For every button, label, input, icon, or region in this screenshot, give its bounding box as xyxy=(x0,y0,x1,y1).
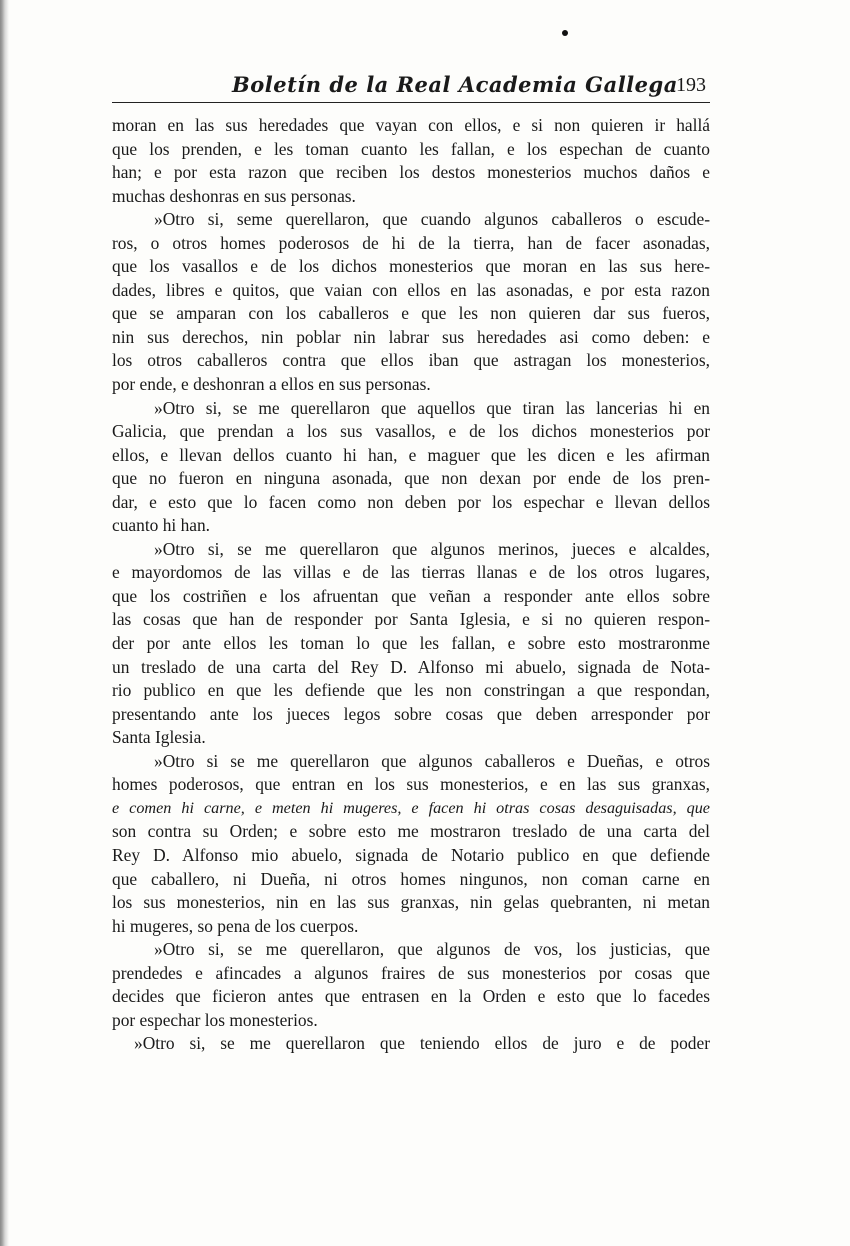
text-line: que los prenden, e les toman cuanto les fallan, e los espechan de cuanto xyxy=(112,138,710,159)
body-text xyxy=(112,114,710,1056)
text-line: Santa Iglesia. xyxy=(112,727,206,748)
text-line: dades, libres e quitos, que vaian con ellos en las asonadas, e por esta razon xyxy=(112,279,710,300)
text-line: han; e por esta razon que reciben los destos monesterios muchos daños e xyxy=(112,162,710,183)
journal-title: Boletín de la Real Academia Gallega xyxy=(232,72,678,97)
text-line: nin sus derechos, nin poblar nin labrar sus heredades asi como deben: e xyxy=(112,326,710,347)
text-line: Rey D. Alfonso mio abuelo, signada de Notario publico en que defiende xyxy=(112,844,710,865)
paragraph-start: »Otro si, se me querellaron que algunos merinos, jueces e alcaldes, xyxy=(154,538,710,559)
text-line: un treslado de una carta del Rey D. Alfonso mi abuelo, signada de Nota- xyxy=(112,656,710,677)
text-line: que no fueron en ninguna asonada, que non dexan por ende de los pren- xyxy=(112,468,710,489)
text-line: presentando ante los jueces legos sobre cosas que deben arresponder por xyxy=(112,703,710,724)
text-line: las cosas que han de responder por Santa Iglesia, e si no quieren respon- xyxy=(112,609,710,630)
text-line: son contra su Orden; e sobre esto me mostraron treslado de una carta del xyxy=(112,821,710,842)
text-line: hi mugeres, so pena de los cuerpos. xyxy=(112,915,359,936)
text-line-italic: e comen hi carne, e meten hi mugeres, e facen hi otras cosas desaguisadas, que xyxy=(112,798,710,817)
text-line: que los vasallos e de los dichos monesterios que moran en las sus here- xyxy=(112,256,710,277)
paragraph-start: »Otro si, se me querellaron, que algunos de vos, los justicias, que xyxy=(154,939,710,960)
text-line: homes poderosos, que entran en los sus monesterios, e en las sus granxas, xyxy=(112,774,710,795)
text-line: moran en las sus heredades que vayan con ellos, e si non quieren ir hallá xyxy=(112,115,710,135)
paragraph-start: »Otro si, se me querellaron que teniendo ellos de juro e de poder xyxy=(134,1033,710,1054)
text-line: que se amparan con los caballeros e que les non quieren dar sus fueros, xyxy=(112,303,710,324)
text-line: que caballero, ni Dueña, ni otros homes ningunos, non coman carne en xyxy=(112,868,710,889)
text-line: prendedes e afincades a algunos fraires de sus monesterios por cosas que xyxy=(112,962,710,983)
running-header xyxy=(112,70,710,104)
paragraph-start: »Otro si, se me querellaron que aquellos que tiran las lancerias hi en xyxy=(154,397,710,418)
paragraph-start: »Otro si, seme querellaron, que cuando algunos caballeros o escude- xyxy=(154,209,710,230)
text-line: Galicia, que prendan a los sus vasallos, e de los dichos monesterios por xyxy=(112,421,710,442)
ink-speck xyxy=(562,30,568,36)
paragraph-start: »Otro si se me querellaron que algunos caballeros e Dueñas, e otros xyxy=(154,750,710,771)
text-line: der por ante ellos les toman lo que les fallan, e sobre esto mostraronme xyxy=(112,633,710,654)
text-line: ros, o otros homes poderosos de hi de la tierra, han de facer asonadas, xyxy=(112,232,710,253)
text-line: por ende, e deshonran a ellos en sus personas. xyxy=(112,374,431,395)
text-line: los otros caballeros contra que ellos iban que astragan los monesterios, xyxy=(112,350,710,371)
text-line: muchas deshonras en sus personas. xyxy=(112,185,356,206)
text-line: que los costriñen e los afruentan que veñan a responder ante ellos sobre xyxy=(112,585,710,606)
page-number: 193 xyxy=(676,74,706,96)
text-line: rio publico en que les defiende que les non constringan a que respondan, xyxy=(112,680,710,701)
text-line: e mayordomos de las villas e de las tierras llanas e de los otros lugares, xyxy=(112,562,710,583)
text-line: por espechar los monesterios. xyxy=(112,1009,318,1030)
text-line: los sus monesterios, nin en las sus granxas, nin gelas quebranten, ni metan xyxy=(112,892,710,913)
page-binding-edge xyxy=(0,0,9,1246)
text-line: cuanto hi han. xyxy=(112,515,211,536)
header-rule xyxy=(112,102,710,103)
text-line: decides que ficieron antes que entrasen en la Orden e esto que lo facedes xyxy=(112,986,710,1007)
text-line: dar, e esto que lo facen como non deben por los espechar e llevan dellos xyxy=(112,491,710,512)
text-line: ellos, e llevan dellos cuanto hi han, e maguer que les dicen e les afirman xyxy=(112,444,710,465)
